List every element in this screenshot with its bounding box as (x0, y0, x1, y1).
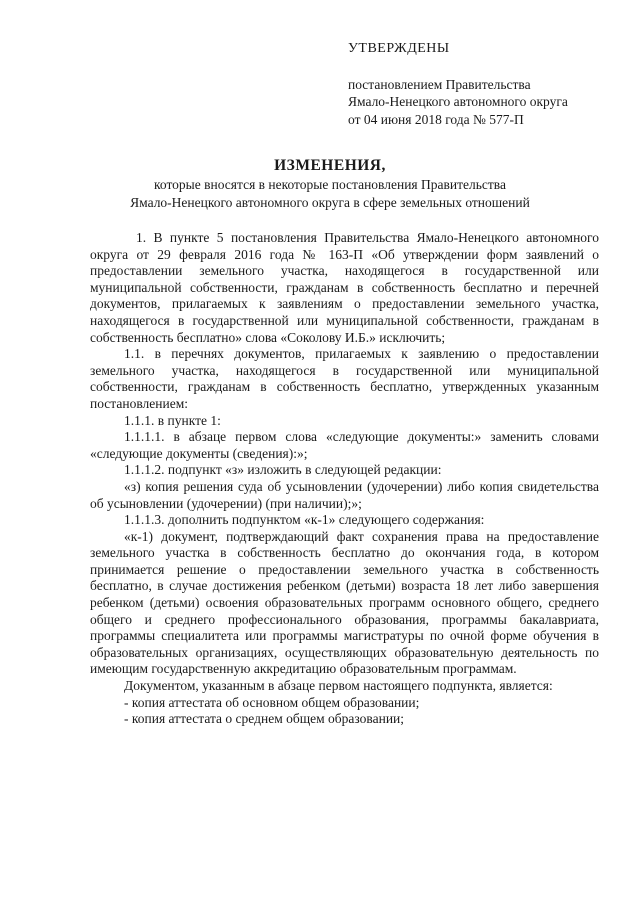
document-title: ИЗМЕНЕНИЯ, (274, 157, 386, 174)
approval-line: постановлением Правительства (348, 76, 531, 92)
document-subtitle-line: которые вносятся в некоторые постановления Правительства (154, 177, 506, 192)
document-title-block (70, 156, 590, 212)
document-subtitle-line: Ямало-Ненецкого автономного округа в сфере земельных отношений (130, 195, 530, 210)
list-item-secondary-certificate: - копия аттестата о среднем общем образовании; (124, 711, 405, 727)
paragraph-subitem-z: «з) копия решения суда об усыновлении (удочерении) либо копия свидетельства об усыновлении (удочерении) (при наличии);»; (90, 478, 599, 511)
paragraph-1-1-1: 1.1.1. в пункте 1: (124, 412, 221, 428)
paragraph-1-1-1-3: 1.1.1.3. дополнить подпунктом «к-1» следующего содержания: (124, 512, 485, 528)
paragraph-1-1-1-2: 1.1.1.2. подпункт «з» изложить в следующей редакции: (124, 462, 442, 478)
paragraph-1-1-1-1: 1.1.1.1. в абзаце первом слова «следующие документы:» заменить словами «следующие документы (сведения):»; (90, 429, 599, 461)
list-item-basic-certificate: - копия аттестата об основном общем образовании; (124, 694, 420, 710)
approval-line: Ямало-Ненецкого автономного округа (348, 94, 568, 109)
approval-block (348, 40, 568, 128)
approval-line: от 04 июня 2018 года № 577-П (348, 111, 524, 127)
document-body (90, 230, 599, 728)
paragraph-1-1: 1.1. в перечнях документов, прилагаемых к заявлению о предоставлении земельного участка, находящегося в государственной или муниципальной собственности, гражданам в собственность бесплатно, утвержденных указанным постановлением: (90, 346, 599, 411)
approval-heading: УТВЕРЖДЕНЫ (348, 41, 450, 56)
paragraph-subitem-k1: «к-1) документ, подтверждающий факт сохранения права на предоставление земельного участка в собственность бесплатно до окончания года, в котором принимается решение о предоставлении земельного участка в собственность бесплатно, в случае достижения ребенком (детьми) возраста 18 лет либо завершения ребенком (детьми) освоения образовательных программ основного общего, среднего общего и среднего профессионального образования, программы бакалавриата, программы специалитета или программы магистратуры по очной форме обучения в образовательных организациях, осуществляющих образовательную деятельность по имеющим государственную аккредитацию образовательным программам. (90, 528, 599, 677)
paragraph-documents-intro: Документом, указанным в абзаце первом настоящего подпункта, является: (124, 678, 553, 694)
paragraph-1: 1. В пункте 5 постановления Правительства Ямало-Ненецкого автономного округа от 29 февраля 2016 года № 163-П «Об утверждении форм заявлений о предоставлении земельного участка, находящегося в государственной или муниципальной собственности, гражданам в собственность бесплатно и перечней документов, прилагаемых к заявлениям о предоставлении земельного участка, находящегося в государственной или муниципальной собственности, гражданам в собственность бесплатно» слова «Соколову И.Б.» исключить; (90, 230, 599, 345)
